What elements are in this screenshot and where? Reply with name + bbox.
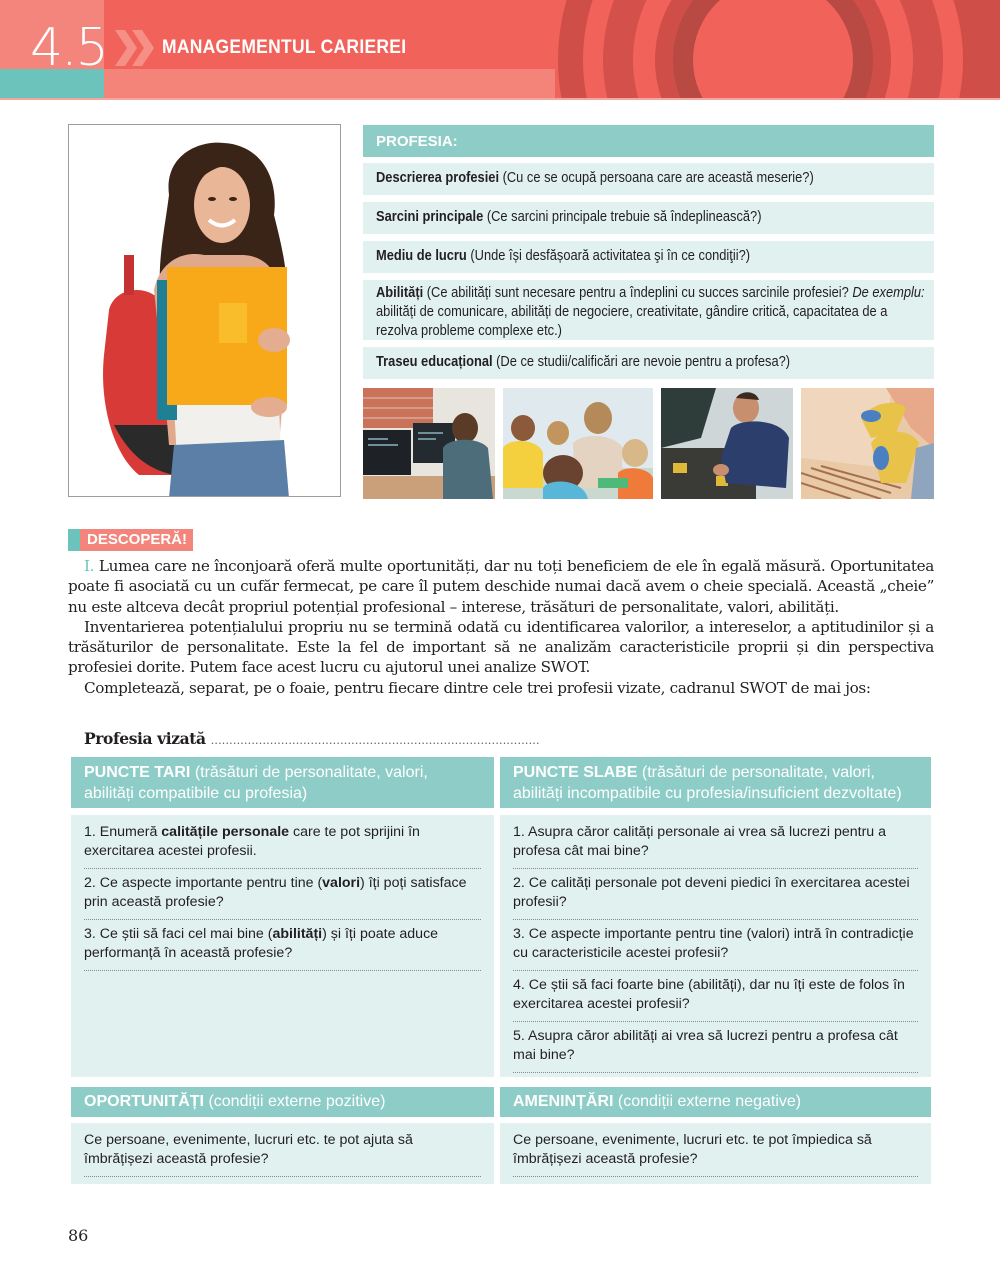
row-label: Mediu de lucru (376, 248, 467, 264)
tiler-photo (801, 388, 934, 499)
paragraph-1-text: Lumea care ne înconjoară oferă multe oportunități, dar nu toți beneficiem de ele în egală măsură. Oportunitatea poate fi asociată cu un cufăr fermecat, pe care îl putem deschide numai dacă avem o cheie specială. Această „cheie” nu este altceva decât propriul potențial profesional – interese, trăsături de personalitate, valori, abilități. (68, 557, 934, 616)
answer-line[interactable] (513, 1013, 918, 1022)
q-text: 3. Ce aspecte importante pentru tine (valori) intră în contradicție cu caracteristicile acestei profesii? (513, 926, 914, 961)
answer-line[interactable] (513, 962, 918, 971)
swot-opportunities-body (71, 1123, 494, 1184)
q-text: 4. Ce știi să faci foarte bine (abilități), dar nu îți este de folos în exercitarea acestei profesii? (513, 977, 905, 1012)
swot-title: PUNCTE SLABE (513, 764, 638, 781)
mechanic-photo (661, 388, 793, 499)
profesia-row-mediu (363, 241, 934, 273)
row-label: Abilități (376, 285, 424, 301)
swot-threats-header (500, 1087, 931, 1117)
q-text: 3. Ce știi să faci cel mai bine ( (84, 926, 273, 942)
q-text: Ce persoane, evenimente, lucruri etc. te pot împiedica să îmbrățișezi această profesie? (513, 1132, 872, 1167)
q-text: 1. Asupra căror calități personale ai vrea să lucrezi pentru a profesa cât mai bine? (513, 824, 887, 859)
row-text: (Ce abilități sunt necesare pentru a îndeplini cu succes sarcinile profesiei? (423, 285, 849, 301)
chapter-banner (0, 0, 1000, 100)
paragraph-2: Inventarierea potențialului propriu nu se termină odată cu identificarea valorilor, a intereselor, a aptitudinilor și a trăsăturilor de personalitate. Este la fel de important să ne analizăm caracteristicile proprii și din perspectiva profesiei dorite. Putem face acest lucru cu ajutorul unei analize SWOT. (68, 617, 934, 677)
example-text: abilități de comunicare, abilități de negociere, creativitate, gândire critică, capacitatea de a rezolva probleme complexe etc.) (376, 304, 888, 339)
swot-weaknesses-body (500, 815, 931, 1077)
target-profession-label: Profesia vizată (84, 729, 206, 748)
swot-strengths-body (71, 815, 494, 1077)
swot-subtitle: (condiții externe pozitive) (204, 1093, 386, 1110)
row-text: (Cu ce se ocupă persoana care are această meserie?) (499, 170, 814, 186)
answer-line[interactable] (84, 860, 481, 869)
teacher-photo (503, 388, 653, 499)
swot-opportunities-header (71, 1087, 494, 1117)
swot-weaknesses-header (500, 757, 931, 808)
answer-line[interactable] (513, 860, 918, 869)
swot-strengths-header (71, 757, 494, 808)
concentric-rings-decoration (540, 0, 1000, 100)
answer-line[interactable] (84, 1168, 481, 1177)
q-text: Ce persoane, evenimente, lucruri etc. te pot ajuta să îmbrățișezi această profesie? (84, 1132, 413, 1167)
q-text: 2. Ce calități personale pot deveni piedici în exercitarea acestei profesii? (513, 875, 910, 910)
swot-threats-body (500, 1123, 931, 1184)
q-text: 1. Enumeră (84, 824, 162, 840)
swot-title: PUNCTE TARI (84, 764, 191, 781)
q-text: 5. Asupra căror abilități ai vrea să lucrezi pentru a profesa cât mai bine? (513, 1028, 898, 1063)
answer-line[interactable] (513, 1064, 918, 1073)
page-number: 86 (68, 1226, 89, 1245)
answer-line[interactable] (84, 962, 481, 971)
swot-question (84, 818, 481, 869)
programmer-photo (363, 388, 495, 499)
profession-photos (363, 388, 934, 499)
q-text: ) și îți poate aduce performanță în această profesie? (84, 926, 439, 961)
row-text: (Ce sarcini principale trebuie să îndeplinească?) (483, 209, 762, 225)
q-keyword: calitățile personale (161, 824, 290, 840)
chapter-number: 4.5 (30, 18, 107, 78)
row-text: (Unde își desfășoară activitatea şi în ce condiţii?) (466, 248, 751, 264)
row-label: Descrierea profesiei (376, 170, 500, 186)
swot-question (513, 818, 918, 869)
swot-question (513, 971, 918, 1022)
swot-question (513, 869, 918, 920)
swot-question (513, 920, 918, 971)
banner-strip (104, 69, 554, 100)
answer-line[interactable] (513, 911, 918, 920)
row-label: Traseu educațional (376, 354, 493, 370)
q-text: 2. Ce aspecte importante pentru tine ( (84, 875, 323, 891)
answer-line[interactable] (513, 1168, 918, 1177)
descopera-badge (68, 529, 193, 551)
swot-question (513, 1126, 918, 1177)
q-keyword: valori (322, 875, 361, 891)
swot-question (84, 920, 481, 971)
intro-text (68, 556, 934, 698)
roman-numeral: I. (84, 557, 95, 575)
badge-accent (68, 529, 80, 551)
paragraph-3: Completează, separat, pe o foaie, pentru fiecare dintre cele trei profesii vizate, cadranul SWOT de mai jos: (84, 678, 871, 697)
q-text: care te pot sprijini în exercitarea acestei profesii. (84, 824, 420, 859)
paragraph-1 (68, 556, 934, 617)
profesia-row-sarcini (363, 202, 934, 234)
chapter-title: MANAGEMENTUL CARIEREI (162, 37, 407, 58)
profesia-row-traseu (363, 347, 934, 379)
target-profession-blank[interactable]: ......................................................................................... (210, 734, 540, 747)
q-text: ) îți poți satisface prin această profesie? (84, 875, 467, 910)
student-illustration (69, 125, 341, 497)
answer-line[interactable] (84, 911, 481, 920)
profesia-row-descriere (363, 163, 934, 195)
target-profession-line (84, 729, 540, 748)
row-text: (De ce studii/calificări are nevoie pentru a profesa?) (492, 354, 791, 370)
swot-question (84, 1126, 481, 1177)
badge-label: DESCOPERĂ! (80, 529, 193, 551)
swot-subtitle: (condiții externe negative) (613, 1093, 802, 1110)
swot-question (84, 869, 481, 920)
swot-question (513, 1022, 918, 1073)
double-chevron-icon (115, 28, 157, 68)
student-photo (68, 124, 341, 497)
example-label: De exemplu: (852, 285, 925, 301)
swot-title: OPORTUNITĂȚI (84, 1093, 204, 1110)
swot-subtitle: (trăsături de personalitate, valori, abilități incompatibile cu profesia/insuficient dezvoltate) (513, 764, 902, 802)
banner-bottom-line (0, 98, 1000, 100)
swot-subtitle: (trăsături de personalitate, valori, abilități compatibile cu profesia) (84, 764, 428, 802)
profesia-row-abilitati (363, 280, 934, 340)
swot-title: AMENINȚĂRI (513, 1093, 614, 1110)
q-keyword: abilități (272, 926, 323, 942)
row-label: Sarcini principale (376, 209, 484, 225)
profesia-header: PROFESIA: (363, 125, 934, 157)
